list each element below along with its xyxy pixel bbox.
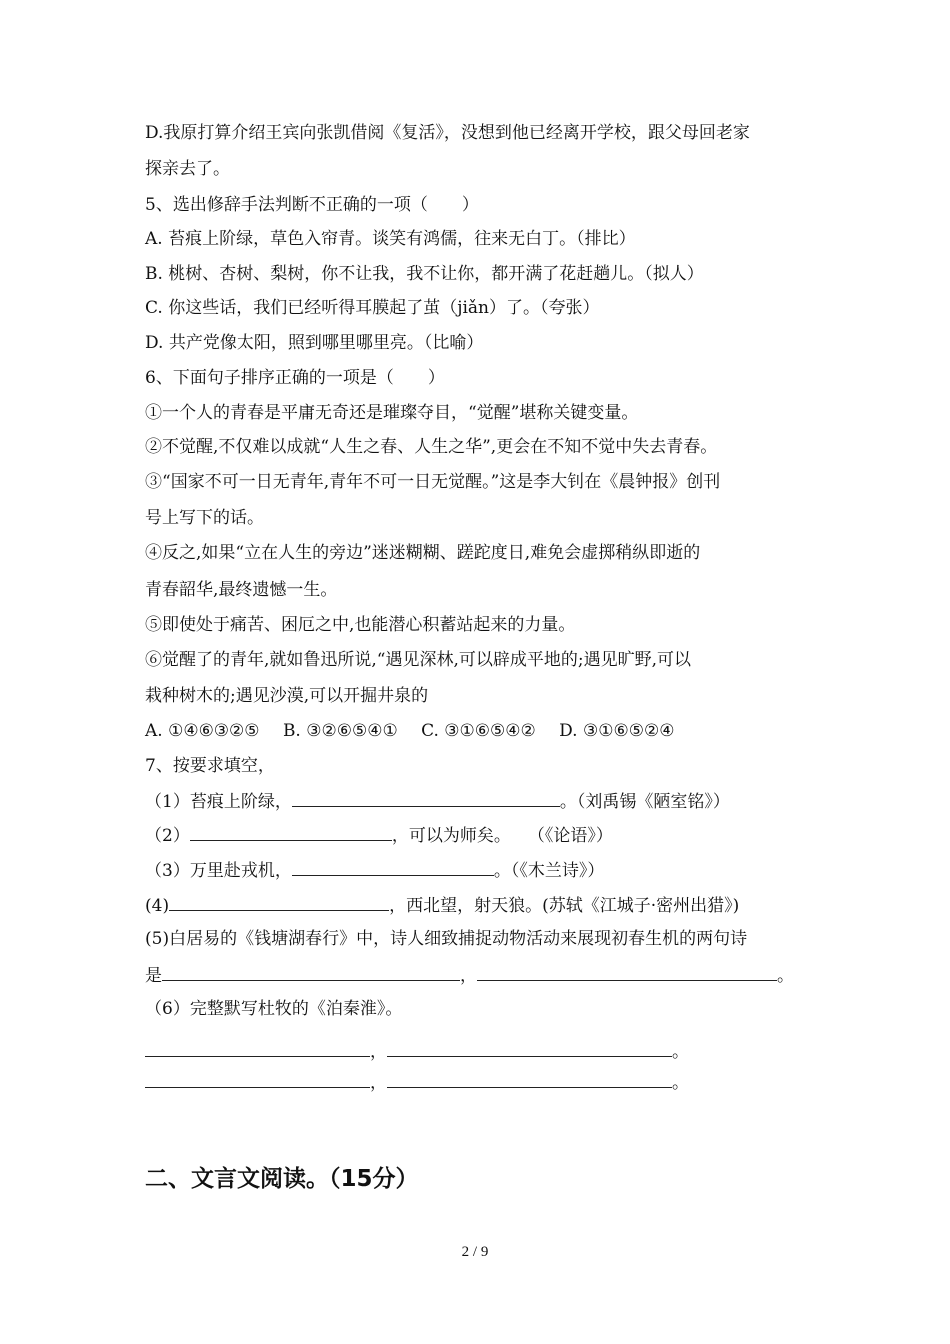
q6-option-d: D. ③①⑥⑤②④ <box>559 721 675 741</box>
q6-sentence-3-line2: 号上写下的话。 <box>145 508 264 528</box>
q5-option-d: D. 共产党像太阳，照到哪里哪里亮。（比喻） <box>145 333 484 353</box>
q6-sentence-4-line1: ④反之,如果“立在人生的旁边”迷迷糊糊、蹉跎度日,难免会虚掷稍纵即逝的 <box>145 543 701 563</box>
answer-blank[interactable] <box>145 1069 370 1088</box>
q6-sentence-6-line2: 栽种树木的;遇见沙漠,可以开掘井泉的 <box>145 686 429 706</box>
q7-item-3: （3）万里赴戎机， 。（《木兰诗》） <box>145 857 604 883</box>
q5-option-c: C. 你这些话，我们已经听得耳膜起了茧（jiǎn）了。（夸张） <box>145 298 600 318</box>
q6-options <box>145 719 674 743</box>
q6-sentence-1: ①一个人的青春是平庸无奇还是璀璨夺目，“觉醒”堪称关键变量。 <box>145 403 639 423</box>
answer-blank[interactable] <box>169 892 389 911</box>
q7-item-6: （6）完整默写杜牧的《泊秦淮》。 <box>145 999 403 1019</box>
q6-sentence-3-line1: ③“国家不可一日无青年,青年不可一日无觉醒。”这是李大钊在《晨钟报》创刊 <box>145 472 721 492</box>
answer-blank[interactable] <box>162 962 460 981</box>
q7-item-1: （1）苔痕上阶绿， 。（刘禹锡《陋室铭》） <box>145 788 730 814</box>
q7-title: 7、按要求填空， <box>145 756 275 776</box>
answer-blank[interactable] <box>190 822 392 841</box>
q5-option-a: A. 苔痕上阶绿，草色入帘青。谈笑有鸿儒，往来无白丁。（排比） <box>145 229 636 249</box>
q7-item-5-line2: 是 ， 。 <box>145 962 794 988</box>
q6-sentence-5: ⑤即使处于痛苦、困厄之中,也能潜心积蓄站起来的力量。 <box>145 615 576 635</box>
q7-item-4: (4) ，西北望，射天狼。(苏轼《江城子·密州出猎》) <box>145 892 739 918</box>
answer-blank[interactable] <box>292 857 494 876</box>
answer-blank[interactable] <box>387 1038 672 1057</box>
answer-blank[interactable] <box>387 1069 672 1088</box>
answer-blank[interactable] <box>477 962 777 981</box>
q7-item-5-line1: (5)白居易的《钱塘湖春行》中，诗人细致捕捉动物活动来展现初春生机的两句诗 <box>145 929 748 949</box>
q7-item-6-row-1: ， 。 <box>145 1038 689 1064</box>
q4-option-d-line1: D.我原打算介绍王宾向张凯借阅《复活》，没想到他已经离开学校，跟父母回老家 <box>145 123 750 143</box>
answer-blank[interactable] <box>292 788 560 807</box>
q6-option-b: B. ③②⑥⑤④① <box>282 721 398 741</box>
q7-item-2: （2） ，可以为师矣。 （《论语》） <box>145 822 613 848</box>
q6-option-a: A. ①④⑥③②⑤ <box>145 721 260 741</box>
q5-title: 5、选出修辞手法判断不正确的一项（ ） <box>145 195 479 215</box>
section-title: 二、文言文阅读。（15分） <box>145 1166 419 1192</box>
q7-item-6-row-2: ， 。 <box>145 1069 689 1095</box>
q5-option-b: B. 桃树、杏树、梨树，你不让我，我不让你，都开满了花赶趟儿。（拟人） <box>145 264 704 284</box>
answer-blank[interactable] <box>145 1038 370 1057</box>
q6-title: 6、下面句子排序正确的一项是（ ） <box>145 368 445 388</box>
q6-option-c: C. ③①⑥⑤④② <box>421 721 536 741</box>
q6-sentence-6-line1: ⑥觉醒了的青年,就如鲁迅所说,“遇见深林,可以辟成平地的;遇见旷野,可以 <box>145 650 692 670</box>
q6-sentence-2: ②不觉醒,不仅难以成就“人生之春、人生之华”,更会在不知不觉中失去青春。 <box>145 437 718 457</box>
page-number: 2 / 9 <box>461 1244 489 1260</box>
q6-sentence-4-line2: 青春韶华,最终遗憾一生。 <box>145 580 338 600</box>
q4-option-d-line2: 探亲去了。 <box>145 159 230 179</box>
